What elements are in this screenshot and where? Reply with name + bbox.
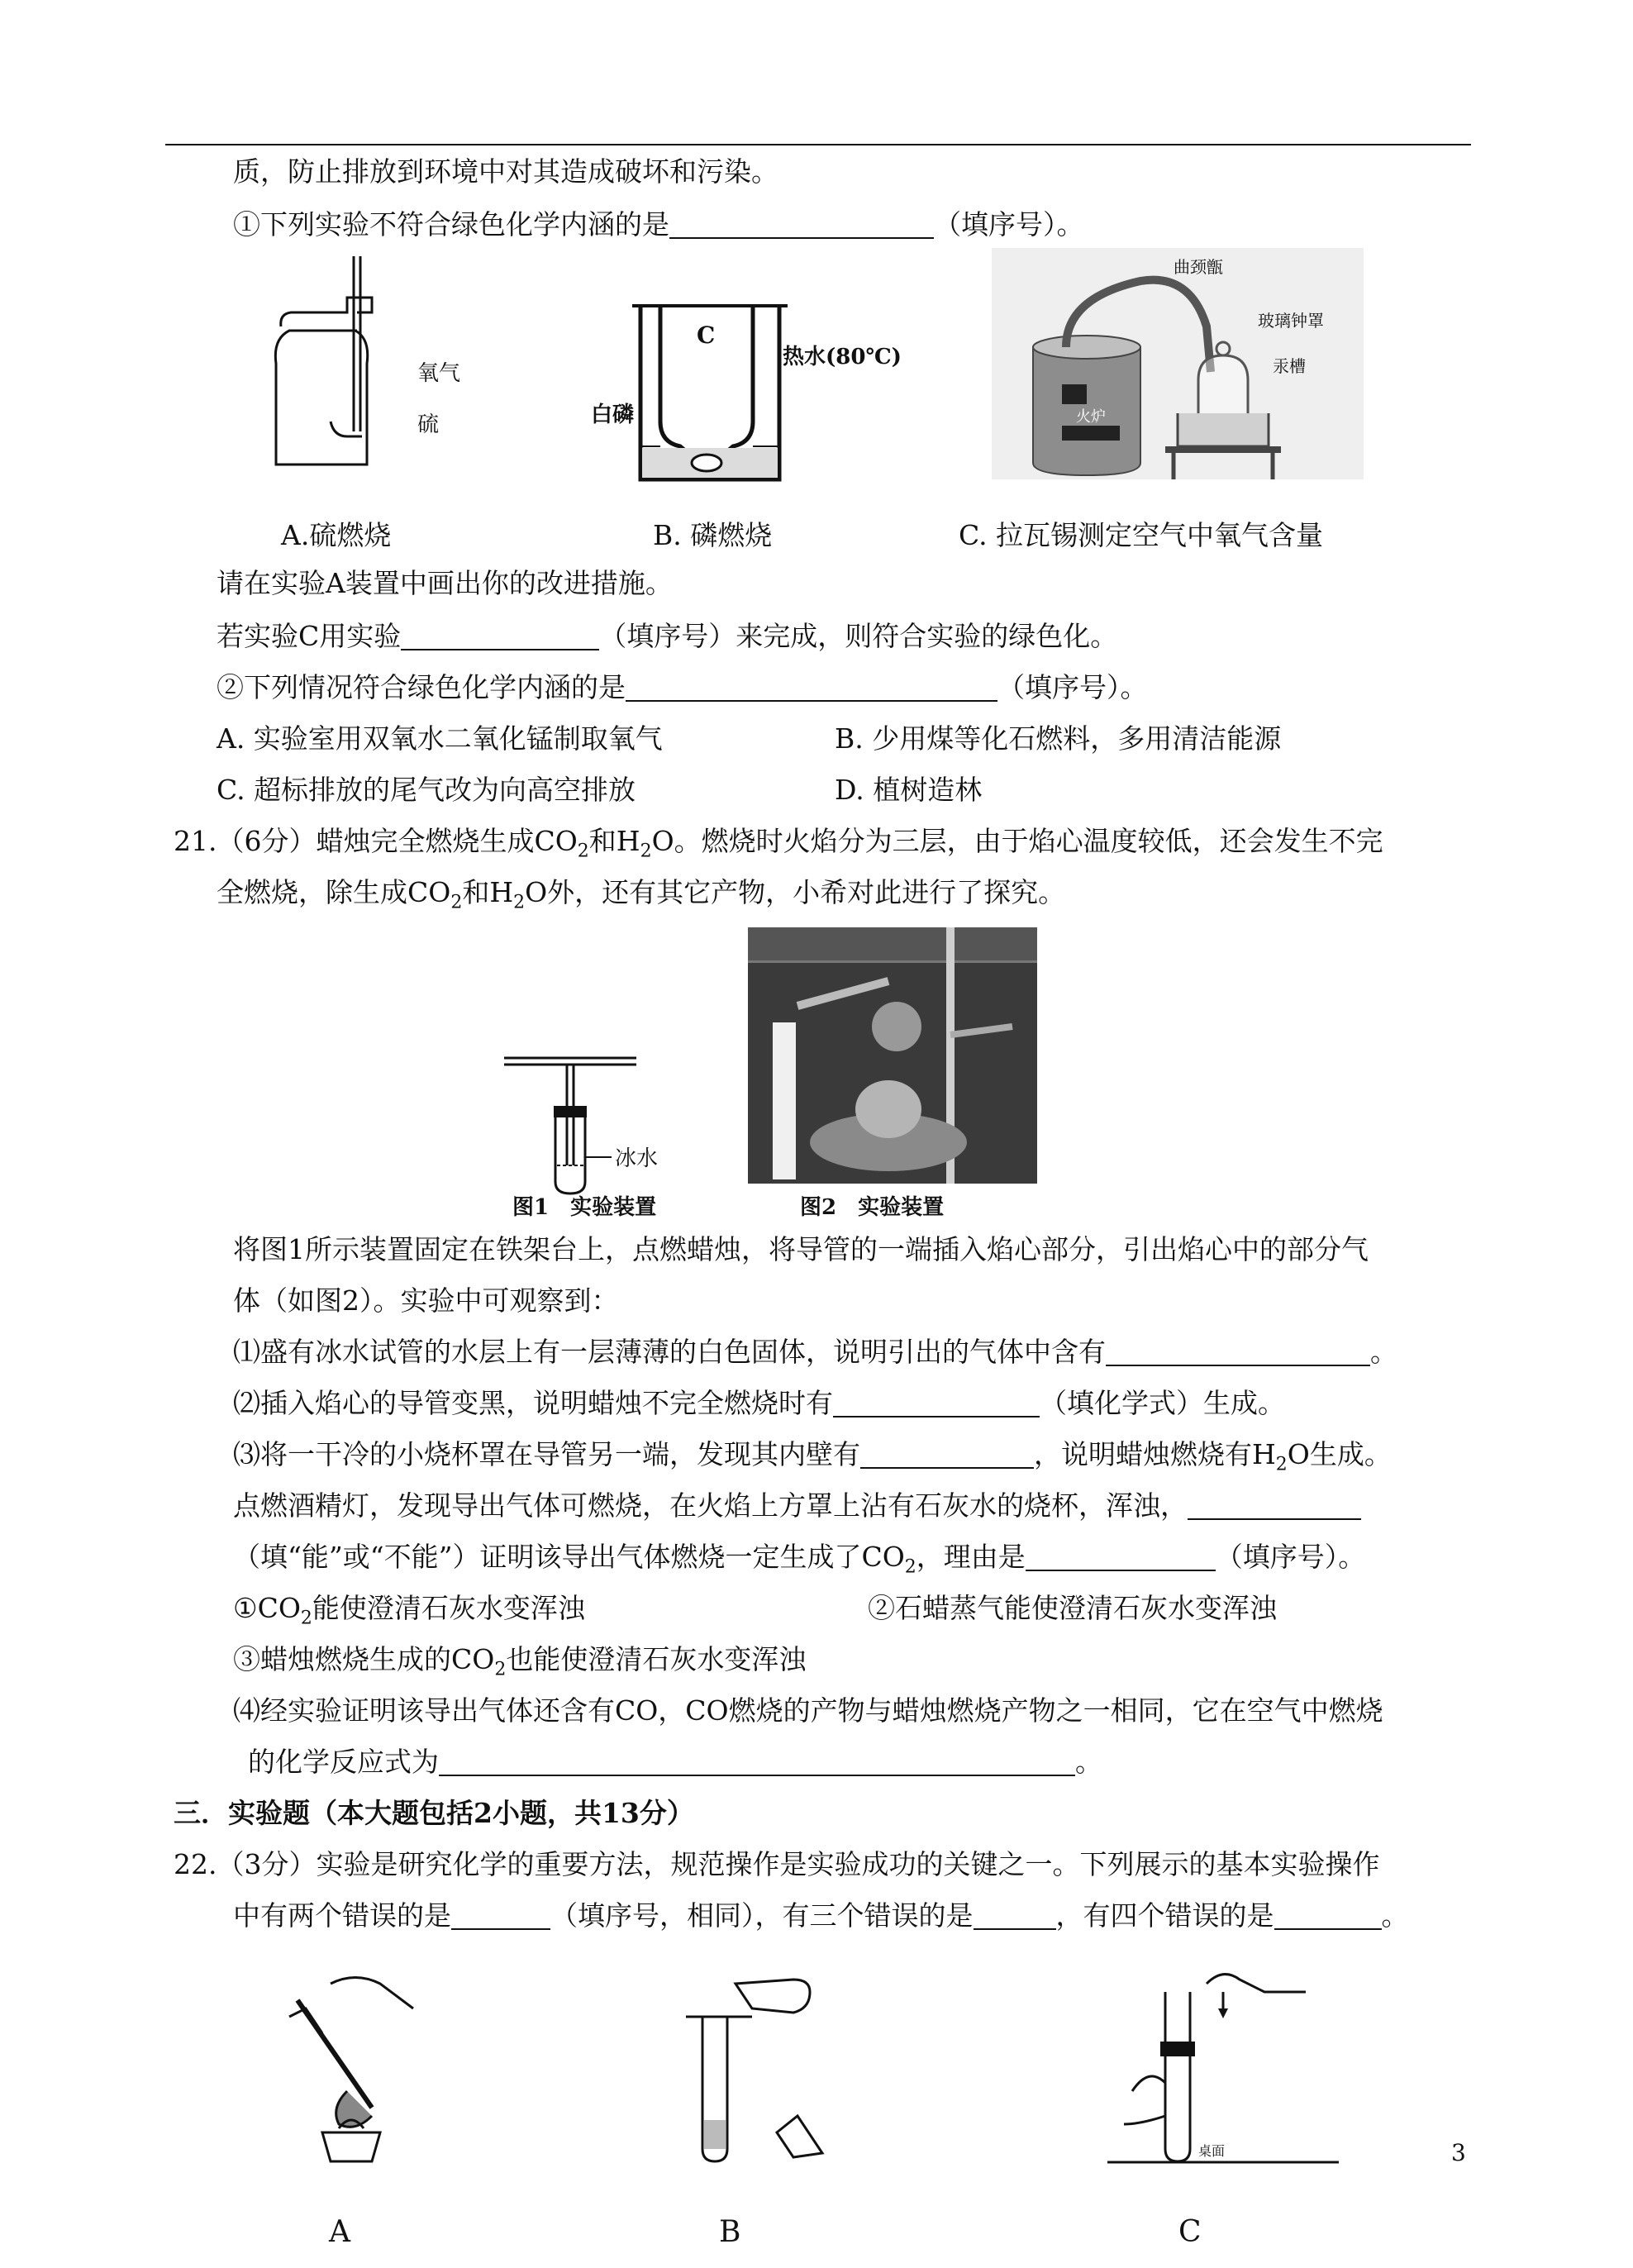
question-line: ⑶将一干冷的小烧杯罩在导管另一端，发现其内壁有 ，说明蜡烛燃烧有$H_2O$生成。 — [233, 1438, 1392, 1475]
text-line: 将图1所示装置固定在铁架台上，点燃蜡烛，将导管的一端插入焰心部分，引出焰心中的部分气 — [233, 1233, 1369, 1265]
caption-c: C. 拉瓦锡测定空气中氧气含量 — [959, 519, 1324, 551]
figure-a-sulfur-burning — [264, 248, 512, 479]
question-line: ⑴盛有冰水试管的水层上有一层薄薄的白色固体，说明引出的气体中含有 。 — [233, 1336, 1397, 1368]
page-number: 3 — [1451, 2139, 1466, 2166]
figure-op-c — [1099, 1959, 1347, 2166]
question-line: 点燃酒精灯，发现导出气体可燃烧，在火焰上方罩上沾有石灰水的烧杯，浑浊， — [233, 1488, 1361, 1524]
figure-c-lavoisier — [992, 248, 1364, 479]
reason-2: ②石蜡蒸气能使澄清石灰水变浑浊 — [868, 1592, 1277, 1624]
caption-b: B. 磷燃烧 — [653, 519, 773, 551]
option-b: B. 少用煤等化石燃料，多用清洁能源 — [835, 722, 1282, 755]
question-line: 若实验C用实验 （填序号）来完成，则符合实验的绿色化。 — [217, 620, 1118, 652]
question-22: 22.（3分）实验是研究化学的重要方法，规范操作是实验成功的关键之一。下列展示的基本实验操作 — [174, 1848, 1380, 1880]
label-white-phosphorus: 白磷 — [591, 403, 635, 427]
label-ice-water: 冰水 — [615, 1146, 659, 1171]
label-sulfur: 硫 — [417, 412, 440, 437]
answer-blank[interactable] — [1188, 1490, 1361, 1520]
option-a: A. 实验室用双氧水二氧化锰制取氧气 — [217, 722, 663, 755]
answer-blank[interactable] — [833, 1388, 1040, 1418]
answer-blank[interactable] — [439, 1746, 1075, 1776]
header-rule — [165, 144, 1471, 145]
label-desktop: 桌面 — [1198, 2143, 1226, 2159]
question-line: ②下列情况符合绿色化学内涵的是 （填序号）。 — [217, 671, 1148, 703]
answer-blank[interactable] — [1274, 1900, 1382, 1930]
text-line: 请在实验A装置中画出你的改进措施。 — [217, 567, 673, 599]
text-line: 质，防止排放到环境中对其造成破坏和污染。 — [233, 155, 778, 188]
figure-2-photo — [748, 927, 1037, 1184]
caption-op-c: C — [1178, 2215, 1202, 2249]
option-c: C. 超标排放的尾气改为向高空排放 — [217, 774, 636, 806]
caption-op-b: B — [719, 2215, 741, 2249]
reason-1: $①CO_2$能使澄清石灰水变浑浊 — [233, 1592, 585, 1629]
answer-blank[interactable] — [451, 1900, 550, 1930]
answer-blank[interactable] — [1026, 1541, 1216, 1571]
section-heading: 三．实验题（本大题包括2小题，共13分） — [174, 1797, 694, 1829]
question-line: 的化学反应式为 。 — [248, 1746, 1102, 1778]
question-line: ⑵插入焰心的导管变黑，说明蜡烛不完全燃烧时有 （填化学式）生成。 — [233, 1387, 1285, 1419]
question-21: 21.（6分）蜡烛完全燃烧生成$CO_2$和$H_2O$。燃烧时火焰分为三层，由于焰心温度较低，还会发生不完 — [174, 825, 1383, 862]
answer-blank[interactable] — [669, 209, 934, 239]
label-mercury-trough: 汞槽 — [1273, 356, 1306, 376]
answer-blank[interactable] — [860, 1439, 1034, 1469]
caption-op-a: A — [329, 2215, 350, 2249]
label-hot-water: 热水(80℃) — [783, 345, 902, 369]
label-c: C — [697, 322, 716, 349]
caption-a: A.硫燃烧 — [281, 519, 392, 551]
question-21-cont: 全燃烧，除生成$CO_2$和$H_2O$外，还有其它产物，小希对此进行了探究。 — [217, 876, 1066, 913]
label-retort: 曲颈甑 — [1174, 257, 1223, 277]
question-line: 中有两个错误的是 （填序号，相同），有三个错误的是 ，有四个错误的是 。 — [233, 1899, 1409, 1932]
answer-blank[interactable] — [626, 672, 997, 702]
figure-op-b — [669, 1967, 876, 2166]
question-line: （填“能”或“不能”）证明该导出气体燃烧一定生成了$CO_2$，理由是 （填序号）。 — [233, 1541, 1366, 1578]
reason-3: ③蜡烛燃烧生成的$CO_2$也能使澄清石灰水变浑浊 — [233, 1643, 807, 1680]
question-line: ①下列实验不符合绿色化学内涵的是 （填序号）。 — [233, 208, 1084, 241]
caption-figure-1: 图1 实验装置 — [512, 1195, 657, 1220]
figure-1-apparatus — [496, 1041, 727, 1215]
label-furnace: 火炉 — [1076, 408, 1106, 426]
label-bell-jar: 玻璃钟罩 — [1258, 311, 1324, 331]
caption-figure-2: 图2 实验装置 — [800, 1195, 945, 1220]
text-line: ⑷经实验证明该导出气体还含有CO，CO燃烧的产物与蜡烛燃烧产物之一相同，它在空气中燃烧 — [233, 1694, 1383, 1727]
figure-op-a — [248, 1967, 455, 2166]
answer-blank[interactable] — [974, 1900, 1056, 1930]
text-line: 体（如图2）。实验中可观察到： — [233, 1284, 619, 1317]
answer-blank[interactable] — [401, 621, 599, 650]
option-d: D. 植树造林 — [835, 774, 983, 806]
figure-b-phosphorus-burning — [591, 298, 902, 488]
answer-blank[interactable] — [1106, 1336, 1370, 1366]
label-oxygen: 氧气 — [417, 361, 461, 386]
